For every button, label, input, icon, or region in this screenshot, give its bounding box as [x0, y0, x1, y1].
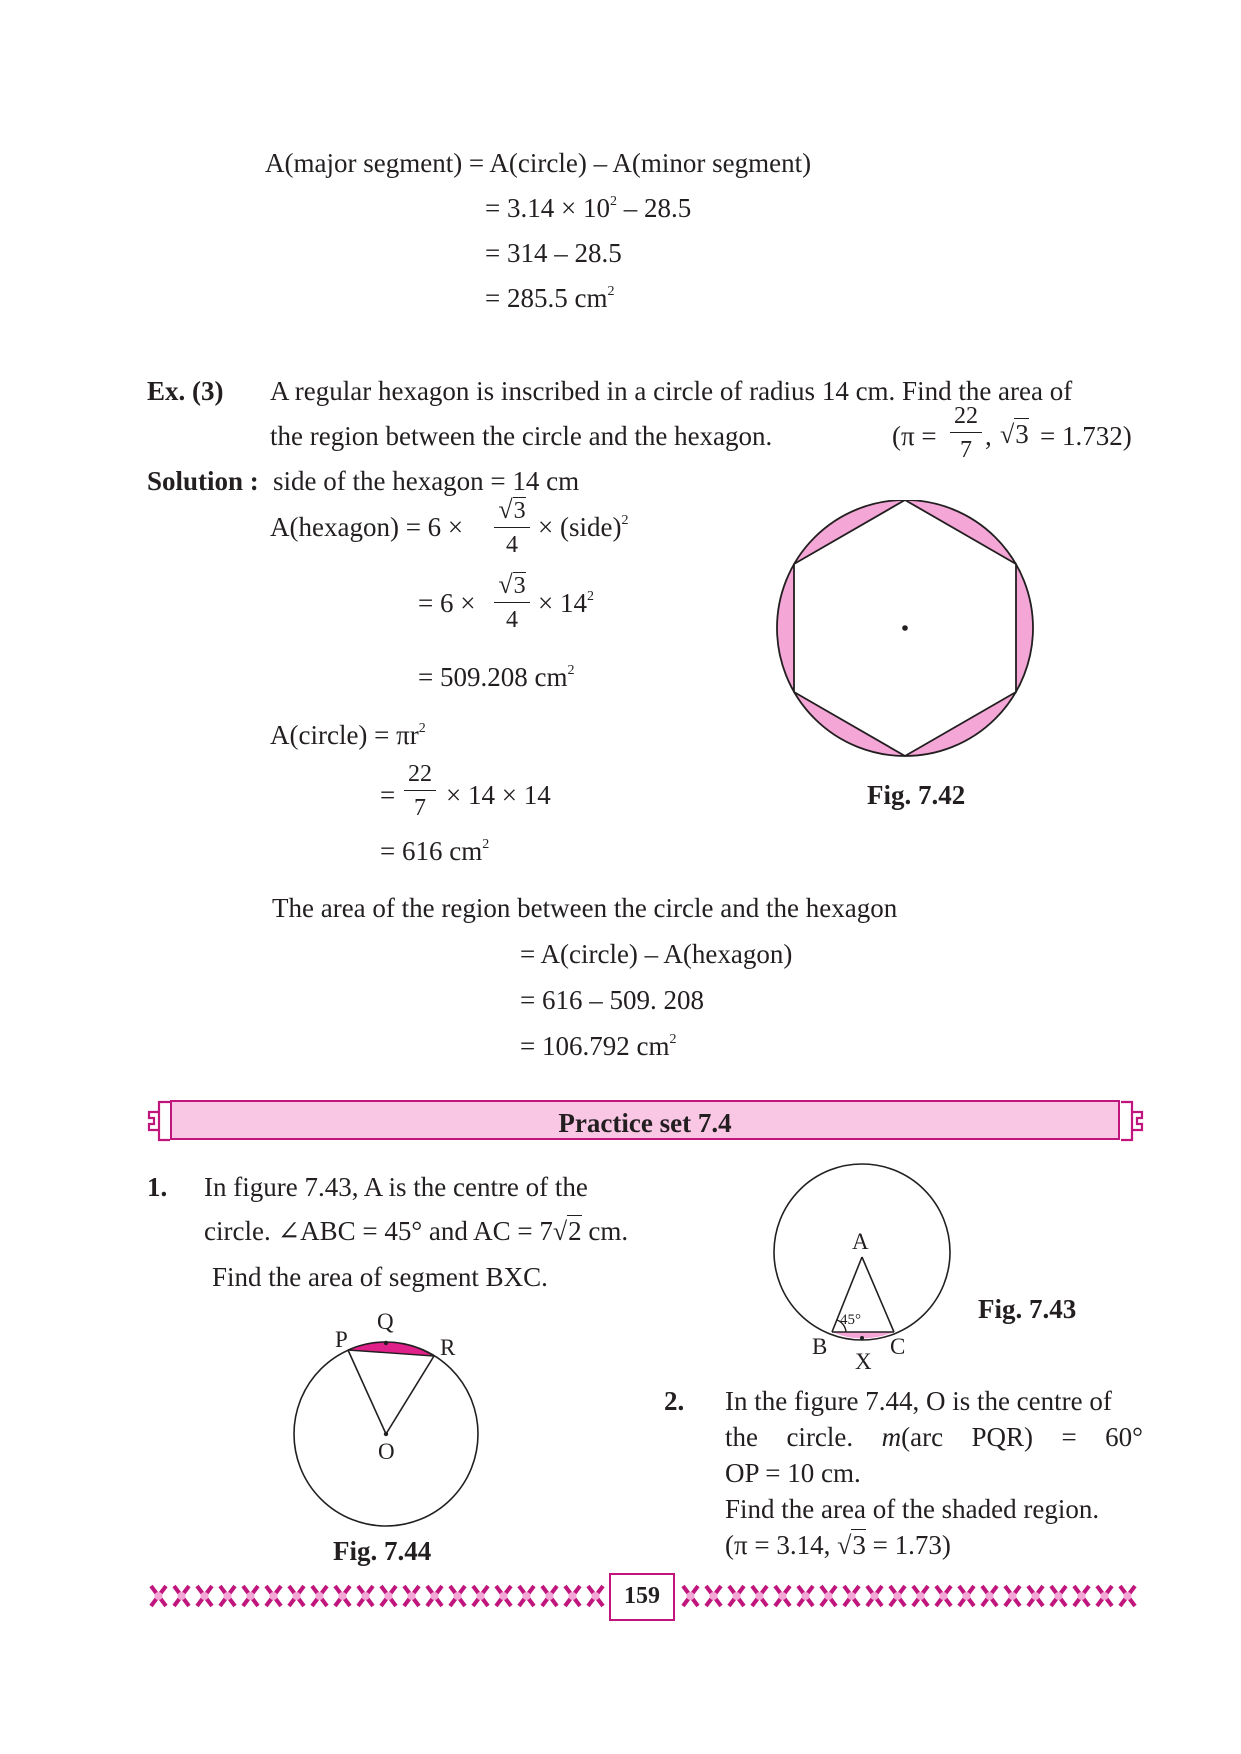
- fig-743-angle: 45°: [840, 1312, 861, 1328]
- question-1-line3: Find the area of segment BXC.: [212, 1262, 548, 1292]
- solution-label: Solution :: [147, 466, 259, 496]
- major-segment-step3: = 314 – 28.5: [485, 238, 622, 268]
- hexagon-circle-figure: [770, 500, 1040, 770]
- fig-742-caption: Fig. 7.42: [867, 780, 966, 810]
- fig-743-label-a: A: [852, 1229, 869, 1254]
- given-value: = 1.732): [1040, 421, 1132, 451]
- question-1-line2: circle. ∠ABC = 45° and AC = 7√2 cm.: [204, 1216, 629, 1246]
- major-segment-step2: = $3.14 \times 10^2 - 28.5$: [485, 193, 692, 223]
- question-2-line1: In the figure 7.44, O is the centre of: [725, 1386, 1112, 1416]
- hexagon-area-result: = 509.208 $cm^2$: [418, 662, 575, 692]
- question-2-line5: (π = 3.14, √3 = 1.73): [725, 1530, 951, 1560]
- question-1-number: 1.: [147, 1172, 168, 1202]
- practice-set-banner: [170, 1100, 1120, 1140]
- right-ornament-icon: [1116, 1100, 1146, 1142]
- example-text-line2: the region between the circle and the hexagon.: [270, 421, 773, 451]
- hexagon-side-squared: × (side)$^2$: [538, 512, 629, 542]
- fig-744-diagram: [290, 1327, 490, 1540]
- example-text-line1: A regular hexagon is inscribed in a circle of radius 14 cm. Find the area of: [270, 376, 1073, 406]
- given-comma: ,: [985, 421, 992, 451]
- question-2-line2: the circle. m(arc PQR) = 60°: [725, 1422, 1143, 1452]
- hexagon-side: side of the hexagon = 14 cm: [273, 466, 580, 496]
- given-fraction: 22 7: [950, 404, 982, 462]
- major-segment-result: = 285.5 $cm^2$: [485, 283, 615, 313]
- angle-icon: ∠: [277, 1216, 301, 1246]
- fig-743-diagram: [770, 1160, 970, 1380]
- example-label: Ex. (3): [147, 376, 224, 406]
- footer-right-pattern: [679, 1582, 1139, 1610]
- circle-fraction: 22 7: [404, 762, 436, 820]
- fig-744-label-q: Q: [377, 1309, 394, 1334]
- circle-area-label: A(circle) = $\pi r^2$: [270, 720, 426, 750]
- region-step1: = A(circle) – A(hexagon): [520, 939, 793, 969]
- fig-744-caption: Fig. 7.44: [333, 1536, 432, 1566]
- question-2-line3: OP = 10 cm.: [725, 1458, 861, 1488]
- major-segment-line: A(major segment) = A(circle) – A(minor segment): [265, 148, 812, 178]
- circle-eq-sign: =: [380, 780, 396, 810]
- hexagon-step2: = 6 ×: [418, 588, 476, 618]
- given-pi: (π =: [892, 421, 937, 451]
- question-2-line4: Find the area of the shaded region.: [725, 1494, 1100, 1524]
- hexagon-area-label: A(hexagon) = 6 ×: [270, 512, 464, 542]
- question-1-line1: In figure 7.43, A is the centre of the: [204, 1172, 588, 1202]
- region-statement: The area of the region between the circle and the hexagon: [272, 893, 898, 923]
- region-result: = 106.792 $cm^2$: [520, 1031, 677, 1061]
- hexagon-step2-power: × $14^2$: [538, 588, 594, 618]
- circle-area-result: = 616 $cm^2$: [380, 836, 490, 866]
- circle-area-step2: × 14 × 14: [446, 780, 551, 810]
- practice-set-title: Practice set 7.4: [558, 1108, 732, 1138]
- fig-744-label-o: O: [378, 1439, 395, 1464]
- footer-left-pattern: [147, 1582, 607, 1610]
- fig-743-label-x: X: [855, 1349, 872, 1374]
- fig-743-caption: Fig. 7.43: [978, 1294, 1077, 1324]
- fig-743-label-b: B: [812, 1334, 828, 1359]
- fig-744-label-r: R: [440, 1335, 456, 1360]
- region-step2: = 616 – 509. 208: [520, 985, 704, 1015]
- question-2-number: 2.: [664, 1386, 685, 1416]
- hexagon-fraction-2: √3 4: [494, 572, 530, 632]
- hexagon-fraction: √3 4: [494, 497, 530, 557]
- page-number: 159: [609, 1573, 675, 1621]
- given-root: √3: [1000, 419, 1029, 449]
- fig-744-label-p: P: [335, 1327, 348, 1352]
- fig-743-label-c: C: [890, 1334, 906, 1359]
